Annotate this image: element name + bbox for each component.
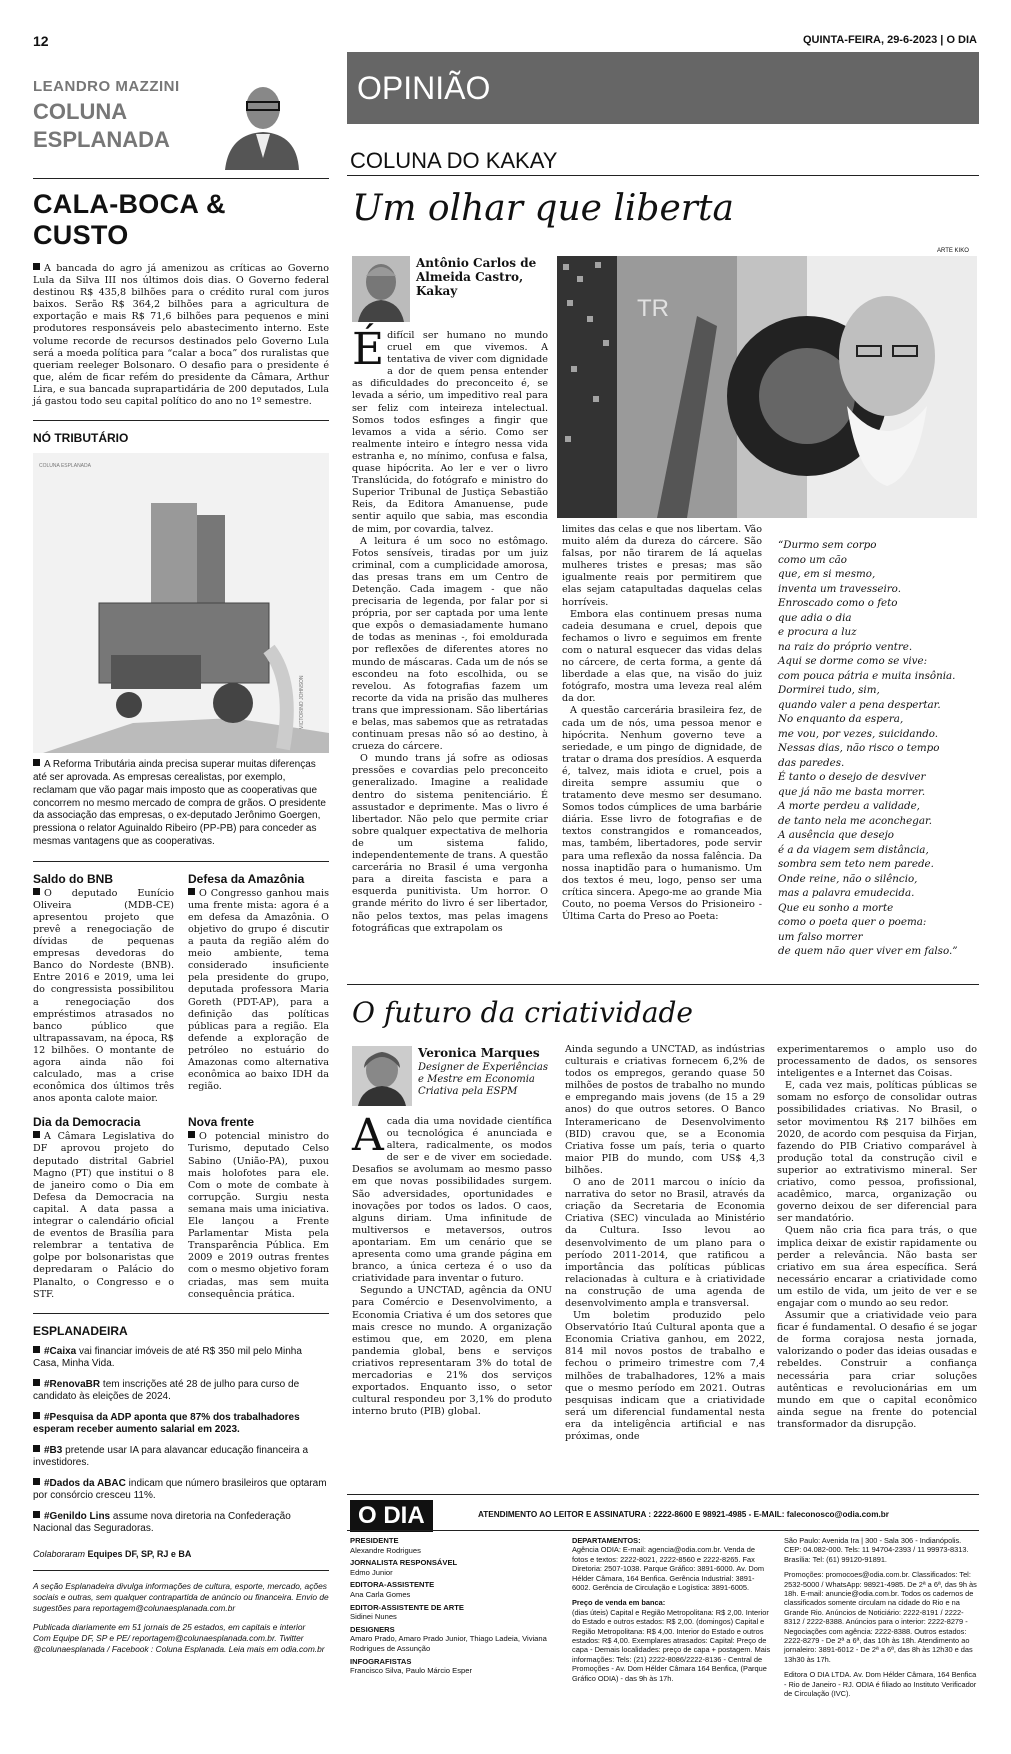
cartoon-tag: COLUNA ESPLANADA <box>39 463 91 470</box>
poem-quote: “Durmo sem corpo como um cão que, em si mesmo, inventa um travesseiro. Enroscado como o feto que adia o dia e procura a luz na raiz do próprio ventre. Aqui se dorme como se vive: com pouca pátria e muita insônia. Dormirei tudo, sim, quando valer a pena despertar. No enquanto da espera, me vou, por vezes, suicidando. Nessas dias, não risco o tempo das paredes. É tanto o desejo de desviver que já não me basta morrer. A morte perdeu a validade, de tanto nela me aconchegar. A ausência que desejo é a da viagem sem distância, sombra sem teto nem parede. Onde reine, não o silêncio, mas a palavra emudecida. Que eu sonho a morte como o poeta quer o poema: um falso morrer de quem não quer viver em falso.” <box>778 539 958 957</box>
bullet-square-icon <box>188 1131 195 1138</box>
footer-note: A seção Esplanadeira divulga informações de cultura, esporte, mercado, ações sociais e outras, sem qualquer contrapartida de anúncio ou financeira. Envio de sugestões para reportagem@colunaesplanada.com.br <box>33 1581 329 1614</box>
column-masthead <box>33 78 329 170</box>
collaborators: Colaboraram Equipes DF, SP, RJ e BA <box>33 1548 192 1559</box>
creativity-paragraph: Um boletim produzido pelo Observatório Itaú Cultural aponta que a Economia Criativa ganhou, em 2022, 814 mil novos postos de trabalho e fechou o primeiro trimestre com 7,4 milhões de trabalhadores, 12% a mais que o mesmo período em 2021. Outras pesquisas indicam que a criatividade será um diferencial fundamental nesta era da inteligência artificial e nas próximas, onde <box>565 1310 765 1442</box>
column-name-2: ESPLANADA <box>33 127 170 152</box>
kakay-paragraph: Embora elas continuem presas numa cadeia desumana e cruel, depois que fechamos o livro e seguimos em frente com o natural esquecer das vidas delas no cárcere, de certa forma, a gente dá liberdade a elas que, na visão do juiz fotógrafo, mostra uma leveza real além da dor. <box>562 608 762 705</box>
note-title: Defesa da Amazônia <box>188 871 305 886</box>
kakay-paragraph: O mundo trans já sofre as odiosas pressões e covardias pelo preconceito generalizado. Imagine a realidade dentro do sistema penitenciário. É assustador e deprimente. Mas o livro é libertador. Não pelo que permite criar sobre qualquer expectativa de melhoria de um sistema falido, independentemente de trans. A questão carcerária no Brasil é uma vergonha para a direita fascista e para a esquerda punitivista. Um horror. O grande mérito do livro é ser libertador, não pelos textos, mas pelas imagens fotográficas que extrapolam os <box>352 753 548 934</box>
prices-text: (dias úteis) Capital e Região Metropolitana: R$ 2,00. Interior do Estado e outros estados: R$ 2,00. (domingos) Capital e Região Metropolitana: R$ 4,00. Interior do Estado e outros estados: R$ 4,00. Exemplares atrasados: Capital: Preço de capa - Demais localidades: preço de capa + postagem. Mais informações: Tels: (21) 2222-8086/2222-8136 - Central de Promoções - Av. Dom Hélder Câmara 164 Benfica, (Parque Gráfico ODIA) - das 9h às 17h. <box>572 1607 771 1683</box>
page-date: QUINTA-FEIRA, 29-6-2023 | O DIA <box>802 34 977 46</box>
creativity-paragraph: experimentaremos o amplo uso do processamento de dados, os sensores inteligentes e a Internet das Coisas. <box>777 1044 977 1080</box>
note-text: O potencial ministro do Turismo, deputado Celso Sabino (União-PA), puxou mais holofotes para ele. Com o mote de combate à corrupção. Surgiu nesta semana mais uma iniciativa. Ele lançou a Frente Parlamentar Mista pela Transparência Pública. Em 2009 e 2019 outras frentes com o mesmo objetivo foram criadas, mas sem muita consequência prática. <box>188 1131 329 1300</box>
page-number: 12 <box>33 33 49 49</box>
staff-entry: EDITORA-ASSISTENTE Ana Carla Gomes <box>350 1580 435 1599</box>
dropcap: É <box>352 324 385 375</box>
creativity-text-col-1 <box>352 1110 552 1418</box>
bullet-square-icon <box>33 1511 40 1518</box>
bullet-square-icon <box>33 1445 40 1452</box>
kakay-column-label: COLUNA DO KAKAY <box>350 148 558 173</box>
bullet-square-icon <box>33 1346 40 1353</box>
published-note: Publicada diariamente em 51 jornais de 25 estados, em capitais e interior <box>33 1622 306 1633</box>
notes-row-1 <box>33 861 329 1106</box>
svg-text:TR: TR <box>637 295 669 322</box>
list-item: #Caixa vai financiar imóveis de até R$ 350 mil pelo Minha Casa, Minha Vida. <box>33 1345 302 1370</box>
creativity-paragraph: A cada dia uma novidade científica ou tecnológica é anunciada e altera, radicalmente, os modos de ser e de viver em sociedade. Desafios se avolumam ao mesmo passo em que novas possibilidades surgem. São adversidades, oportunidades e inovações por todos os lados. O caos, alguns diriam. Uma infinitude de multiversos e metaversos, outros apontariam. Em um cenário que se apresenta como uma grande página em branco, a única certeza é o uso da criatividade para inventar o futuro. <box>352 1110 552 1285</box>
creativity-paragraph: O ano de 2011 marcou o início da narrativa do setor no Brasil, através da criação da Secretaria de Economia Criativa (SEC) vinculada ao Ministério da Cultura. Isso levou ao desenvolvimento de um plano para o período 2011-2014, que ratificou a importância das políticas públicas relacionadas à cultura e à criatividade na construção de uma agenda de desenvolvimento ampla e transversal. <box>565 1177 765 1309</box>
promo-text: Promoções: promocoes@odia.com.br. Classificados: Tel: 2532-5000 / WhatsApp: 98921-4985. De 2ª a 6ª, das 9h às 18h. E-mail: anuncie@odia.com.br. Todos os cadernos de classificados somente circulam na cidade do Rio e na Grande Rio. Anúncios de Noticiário: 2222-8191 / 2222-8312 / 2222-8388. Anúncios para o interior: 2222-8279 - Negociações com agência: 2222-8388. Outros estados: 2222-8279 - De 2ª a 6ª, das 10h às 18h. Atendimento ao jornaleiro: 3891-6012 - De 2ª a 6ª, das 8h às 12h30 e das 13h30 às 17h. <box>784 1570 977 1664</box>
staff-entry: EDITOR-ASSISTENTE DE ARTE Sidinei Nunes <box>350 1602 464 1622</box>
creativity-text-col-2 <box>565 1044 765 1443</box>
kakay-paragraph: A leitura é um soco no estômago. Fotos sensíveis, tiradas por um juiz criminal, com a cumplicidade amorosa, das presas trans em um Centro de Detenção. Cada imagem - que não precisaria de legenda, por falar por si própria, por ser captada por uma lente que expôs o demasiadamente humano de todas as meninas -, foi emoldurada por reflexões de diferentes atores no mundo de máscaras. Cada um de nós se escondeu na foto escolhida, ou se revelou. As fotografias fazem um recorte da vida na prisão das mulheres trans que impressionam. São libertárias e belas, mas sabemos que as retratadas continuam presas não só ao destino, à crueza do cárcere. <box>352 535 548 753</box>
offices-info <box>784 1536 978 1699</box>
columnist-photo <box>223 78 301 170</box>
art-credit: ARTE KIKO <box>937 248 969 254</box>
note-title: Dia da Democracia <box>33 1115 141 1130</box>
staff-entry: PRESIDENTE Alexandre Rodrigues <box>350 1536 421 1555</box>
creativity-text-col-3 <box>777 1044 977 1431</box>
veronica-author-name: Veronica Marques <box>418 1046 540 1060</box>
staff-entry: JORNALISTA RESPONSÁVEL Edmo Junior <box>350 1558 458 1577</box>
departments-info <box>572 1536 772 1683</box>
departments-text: Agência ODIA: E-mail: agencia@odia.com.br. Venda de fotos e textos: 2222-8021, 2222-8560 e 2222-8265. Fax Diretoria: 2507-1038. Parque Gráfico: 3891-6000. Av. Dom Hélder Câmara, 164 Benfica. Gerência Industrial: 3891-6002. Gerência de Circulação e Logística: 3891-6005. <box>572 1545 764 1593</box>
note-title: Nova frente <box>188 1115 255 1130</box>
kakay-author-photo <box>352 256 410 322</box>
creativity-article-title: O futuro da criatividade <box>352 996 694 1029</box>
list-item: #RenovaBR tem inscrições até 28 de julho para curso de candidato às eleições de 2024. <box>33 1378 300 1403</box>
creativity-paragraph: Assumir que a criatividade veio para ficar é fundamental. O desafio é se jogar de forma corajosa nesta jornada, valorizando o poder das ideias ousadas e rebeldes. Construir a confiança necessária para criar soluções autênticas e revolucionárias em um mundo em que o capital econômico ainda segue na frente do potencial transformador da disrupção. <box>777 1310 977 1430</box>
creativity-paragraph: Segundo a UNCTAD, agência da ONU para Comércio e Desenvolvimento, a Economia Criativa é um dos setores que mais cresce no mundo. A organização estimou que, em 2020, em plena pandemia global, bens e serviços criativos representaram 3% do total de mercadorias e 21% dos serviços exportados. Enquanto isso, o setor cultural respondeu por 3,1% do produto interno bruto (PIB) global. <box>352 1285 552 1418</box>
veronica-author-photo <box>352 1046 412 1106</box>
date-text: QUINTA-FEIRA, 29-6-2023 <box>802 34 938 46</box>
masthead-divider <box>33 178 329 179</box>
reader-service-line: ATENDIMENTO AO LEITOR E ASSINATURA : 2222-8600 E 98921-4985 - E-MAIL: faleconosco@odia.com.br <box>478 1510 889 1519</box>
kakay-text-col-2 <box>562 524 762 923</box>
list-item: #Pesquisa da ADP aponta que 87% dos trabalhadores esperam receber aumento salarial em 2023. <box>33 1411 300 1436</box>
kakay-paragraph: limites das celas e que nos libertam. Vão muito além da dureza do cárcere. São falsas, por não tirarem de lá aquelas mulheres tristes e presas; mas são igualmente reais por permitirem que elas sejam catapultadas daquelas celas horríveis. <box>562 524 762 608</box>
odia-logo: O DIA <box>350 1500 433 1532</box>
creativity-paragraph: Ainda segundo a UNCTAD, as indústrias culturais e criativas fornecem 6,2% de todos os empregos, gerando quase 50 milhões de postos de trabalho no mundo e empregando mais jovens (de 15 a 29 anos) do que outros setores. O Banco Interamericano de Desenvolvimento (BID) cravou que, se a Economia Criativa fosse um país, teria o quarto maior PIB do mundo, com US$ 4,3 bilhões. <box>565 1044 765 1176</box>
note-saldo-bnb <box>33 862 174 1106</box>
lead-paragraph: A bancada do agro já amenizou as críticas ao Governo Lula da Silva III nos últimos dois dias. O Governo federal destinou R$ 435,8 bilhões para o crédito rural com juros baixos. Serão R$ 364,2 bilhões para a agricultura de exportação e mais R$ 71,6 bilhões para pequenos e mini produtores responsáveis pelo abastecimento interno. Este volume recorde de recursos destinados pelo Governo Lula será a moeda política para “calar a boca” dos ruralistas que queriam reeleger Bolsonaro. O desafio para o presidente é que, além de ficar refém do presidente da Câmara, Arthur Lira, e sua bancada suprapartidária de 200 deputados, Lula já gastou todo seu capital político do ano no 1º semestre. <box>33 263 329 408</box>
masthead-divider <box>347 1530 979 1531</box>
list-item: #Genildo Lins assume nova diretoria na Confederação Nacional das Seguradoras. <box>33 1510 291 1535</box>
departments-label: DEPARTAMENTOS: <box>572 1536 641 1545</box>
staff-entry: DESIGNERS Amaro Prado, Amaro Prado Junior, Thiago Ladeia, Viviana Rodrigues de Assunção <box>350 1624 547 1653</box>
list-item: #Dados da ABAC indicam que número brasileiros que optaram por consórcio cresceu 11%. <box>33 1477 327 1502</box>
note-dia-democracia <box>33 1105 174 1300</box>
section-label-esplanadeira: ESPLANADEIRA <box>33 1313 329 1338</box>
esplanadeira-list <box>33 1346 329 1536</box>
bullet-square-icon <box>33 1412 40 1419</box>
cartoon-credit: VICTORINO JOHNSON <box>299 675 305 730</box>
note-text: O deputado Eunício Oliveira (MDB-CE) apresentou projeto que prevê a renegociação de dívidas de pequenas empresas devedoras do Banco do Nordeste (BNB). Entre 2016 e 2019, uma lei do congressista possibilitou a renegociação dos empréstimos atrasados no banco público que ultrapassavam, na época, R$ 12 bilhões. O montante de agora ainda não foi calculado, mas a crise econômica dos últimos três anos aponta calote maior. <box>33 887 174 1105</box>
article-divider <box>347 984 979 985</box>
left-headline: CALA-BOCA & CUSTO <box>33 189 226 250</box>
staff-list <box>350 1536 560 1676</box>
note-defesa-amazonia <box>188 862 329 1106</box>
kakay-text-col-1 <box>352 324 548 935</box>
offices-text: São Paulo: Avenida Ira | 300 - Sala 306 - Indianópolis. CEP: 04.082-000. Tels: 11 94704-2393 / 11 99973-8313. Brasília: Tel: (61) 99120-91891. <box>784 1536 969 1564</box>
opinion-section-bar: OPINIÃO <box>347 52 979 124</box>
left-column <box>33 50 329 1655</box>
kakay-divider <box>347 175 979 176</box>
veronica-author-role: Designer de Experiências e Mestre em Economia Criativa pela ESPM <box>418 1062 548 1097</box>
kakay-paragraph: É difícil ser humano no mundo cruel em que vivemos. A tentativa de viver com dignidade a dor de quem pensa entender as dificuldades do preconceito é, se levada a sério, um impeditivo real para ser feliz com inteireza intelectual. Somos todos esfinges a fingir que levamos a vida a sério. Como ser realmente inteiro e íntegro nessa vida estranha e, no mínimo, confusa e falsa, quase hipócrita. Ao ler e ver o livro Translúcida, do fotógrafo e ministro do Superior Tribunal de Justiça Sebastião Reis, da Editora Amanuense, pude sentir aquilo que sabia, mas escondia de mim, por covardia, talvez. <box>352 324 548 535</box>
team-note: Com Equipe DF, SP e PE/ reportagem@colunaesplanada.com.br. Twitter @colunaesplanada / Facebook : Coluna Esplanada. Leia mais em odia.com.br <box>33 1633 325 1655</box>
staff-entry: INFOGRAFISTAS Francisco Silva, Paulo Márcio Esper <box>350 1656 472 1676</box>
notes-row-2 <box>33 1105 329 1300</box>
prices-label: Preço de venda em banca: <box>572 1598 666 1608</box>
brand-text: O DIA <box>946 34 977 46</box>
bullet-square-icon <box>33 888 40 895</box>
note-text: O Congresso ganhou mais uma frente mista: agora é a em defesa da Amazônia. O objetivo do grupo é discutir a pauta da região além do meio ambiente, tema considerado insuficiente pela presidente do grupo, deputada professora Maria Goreth (PDT-AP), para a definição das políticas públicas para a região. Ela defende a exploração de petróleo no estuário do Amazonas como alternativa econômica ao baixo IDH da região. <box>188 887 329 1093</box>
tributario-text: A Reforma Tributária ainda precisa superar muitas diferenças até ser aprovada. As empresas cerealistas, por exemplo, reclamam que vão pagar mais imposto que as cooperativas que concorrem no mesmo mercado de compra de grãos. O presidente da associação das empresas, o ex-deputado Jerônimo Goergen, pressiona o relator Aguinaldo Ribeiro (PP-PB) para conceder as mesmas vantagens que as cooperativas. <box>33 759 326 847</box>
note-title: Saldo do BNB <box>33 871 113 886</box>
note-nova-frente <box>188 1105 329 1300</box>
editora-text: Editora O DIA LTDA. Av. Dom Hélder Câmara, 164 Benfica - Rio de Janeiro - RJ. ODIA é filiado ao Instituto Verificador de Circulação (IVC). <box>784 1670 977 1699</box>
kakay-author-name: Antônio Carlos de Almeida Castro, Kakay <box>416 256 537 298</box>
masthead-divider-top <box>347 1494 979 1495</box>
kakay-article-title: Um olhar que liberta <box>352 188 734 229</box>
dropcap: A <box>352 1110 384 1161</box>
column-footer <box>33 1570 329 1655</box>
creativity-paragraph: Quem não cria fica para trás, o que implica deixar de existir rapidamente ou perder a relevância. Não basta ser criativo em sua área específica. Será necessário encarar a criatividade como um estilo de vida, um jeito de ver e se engajar com o mundo ao seu redor. <box>777 1225 977 1309</box>
bullet-square-icon <box>33 1379 40 1386</box>
bullet-square-icon <box>33 1478 40 1485</box>
column-name-1: COLUNA <box>33 99 128 124</box>
bullet-square-icon <box>33 759 40 766</box>
bullet-square-icon <box>188 888 195 895</box>
columnist-name: LEANDRO MAZZINI <box>33 78 180 95</box>
kakay-artwork <box>557 256 977 518</box>
section-label-tributario: NÓ TRIBUTÁRIO <box>33 420 329 445</box>
bullet-square-icon <box>33 1131 40 1138</box>
creativity-paragraph: E, cada vez mais, políticas públicas se somam no esforço de consolidar outras possibilidades criativas. No Brasil, o setor movimentou R$ 217 bilhões em 2020, de acordo com pesquisa da Firjan, fazendo do PIB Criativo comparável à produção total da construção civil e superior ao extrativismo mineral. Ser criativo, como pessoa, profissional, acadêmico, marca, organização ou governo deixou de ser diferencial para ser mandatório. <box>777 1080 977 1225</box>
kakay-paragraph: A questão carcerária brasileira fez, de cada um de nós, uma pessoa menor e hipócrita. Nenhum governo teve a seriedade, e um pingo de dignidade, de tratar o drama dos presídios. A esquerda é, talvez, mais idiota e cruel, pois a direita sempre assumiu que o tratamento deve mesmo ser desumano. Somos todos cúmplices de uma barbárie diária. Esse livro de fotografias e de textos constrangidos e romanceados, mas, também, libertadores, pode servir para uma reflexão da nossa falência. Da nossa inaptidão para o humanismo. Um dos textos é meu, logo, penso ser uma crítica sincera. Apego-me ao grande Mia Couto, no poema Versos do Prisioneiro - Última Carta do Preso ao Poeta: <box>562 705 762 922</box>
bullet-square-icon <box>33 263 40 270</box>
note-text: A Câmara Legislativa do DF aprovou projeto do deputado distrital Gabriel Magno (PT) que institui o 8 de janeiro como o Dia em Defesa da Democracia na capital. A data passa a integrar o calendário oficial de eventos de Brasília para relembrar a tentativa de golpe por bolsonaristas que depredaram o Palácio do Planalto, o Congresso e o STF. <box>33 1131 174 1300</box>
list-item: #B3 pretende usar IA para alavancar educação financeira a investidores. <box>33 1444 309 1469</box>
veronica-author-box <box>418 1046 556 1098</box>
cartoon-harvester <box>33 453 329 753</box>
